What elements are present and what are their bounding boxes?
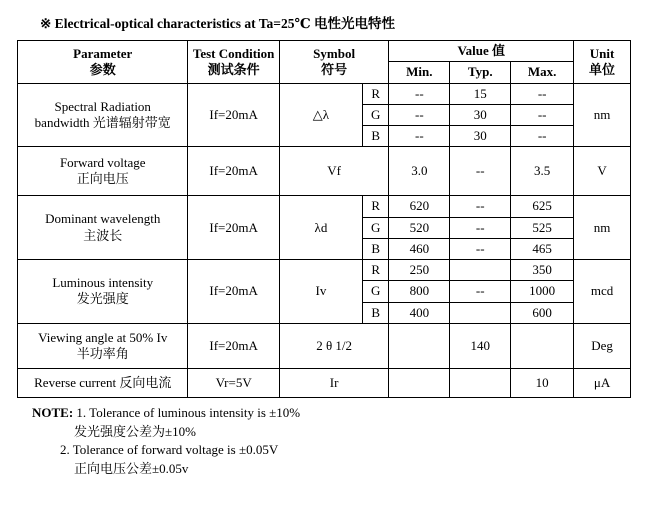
row-max: -- <box>511 126 574 147</box>
row-symbol: △λ <box>279 83 362 147</box>
table-row <box>18 196 631 217</box>
row-typ: 30 <box>450 104 511 125</box>
electrical-optical-characteristics-table <box>17 40 631 398</box>
header-max: Max. <box>511 62 574 83</box>
row-symbol: λd <box>279 196 362 260</box>
row-condition: If=20mA <box>188 260 279 324</box>
row-parameter <box>18 323 188 368</box>
row-typ <box>450 368 511 397</box>
row-typ: 15 <box>450 83 511 104</box>
note-item-1: 1. Tolerance of luminous intensity is ±10% <box>76 404 301 420</box>
row-max: 600 <box>511 302 574 323</box>
row-parameter-cn: 半功率角 <box>76 345 129 361</box>
row-max <box>511 323 574 368</box>
row-parameter-cn: bandwidth 光谱辐射带宽 <box>34 114 171 130</box>
row-unit: mcd <box>574 260 631 324</box>
row-color-code: R <box>363 83 389 104</box>
table-row <box>18 83 631 104</box>
row-parameter <box>18 147 188 196</box>
note-line-3 <box>32 441 634 460</box>
row-unit: nm <box>574 83 631 147</box>
row-color-code: B <box>363 126 389 147</box>
row-parameter <box>18 196 188 260</box>
table-row <box>18 260 631 281</box>
row-symbol: Ir <box>279 368 389 397</box>
row-max: 1000 <box>511 281 574 302</box>
header-parameter-cn: 参数 <box>89 61 116 77</box>
row-typ: -- <box>450 281 511 302</box>
row-parameter-en: Viewing angle at 50% Iv <box>38 329 168 345</box>
row-max: 625 <box>511 196 574 217</box>
row-min: -- <box>389 126 450 147</box>
row-max: 350 <box>511 260 574 281</box>
row-color-code: G <box>363 217 389 238</box>
row-parameter-en: Luminous intensity <box>52 275 154 291</box>
row-condition: Vr=5V <box>188 368 279 397</box>
row-parameter-en: Forward voltage <box>59 155 146 170</box>
row-parameter-en: Spectral Radiation <box>54 98 151 114</box>
page-title: ※ Electrical-optical characteristics at Ta=25℃ 电性光电特性 <box>40 16 395 31</box>
header-typ: Typ. <box>450 62 511 83</box>
row-min: 520 <box>389 217 450 238</box>
row-parameter <box>18 260 188 324</box>
row-unit: μA <box>574 368 631 397</box>
row-min: 400 <box>389 302 450 323</box>
row-color-code: G <box>363 281 389 302</box>
table-row <box>18 368 631 397</box>
header-unit-en: Unit <box>589 45 615 61</box>
header-test-condition-en: Test Condition <box>192 45 275 61</box>
table-row <box>18 147 631 196</box>
row-unit: nm <box>574 196 631 260</box>
header-test-condition <box>188 41 279 84</box>
notes-label: NOTE: <box>32 404 74 420</box>
row-parameter-cn: 正向电压 <box>76 171 129 187</box>
row-min: 460 <box>389 238 450 259</box>
row-color-code: R <box>363 196 389 217</box>
row-parameter-en: Dominant wavelength <box>45 211 161 227</box>
row-parameter-cn: 发光强度 <box>76 291 129 307</box>
row-typ: -- <box>450 196 511 217</box>
row-typ: -- <box>450 238 511 259</box>
row-typ: -- <box>450 147 511 196</box>
row-symbol: Vf <box>279 147 389 196</box>
row-min: 620 <box>389 196 450 217</box>
row-color-code: R <box>363 260 389 281</box>
header-value-group: Value 值 <box>389 41 574 62</box>
note-item-4: 正向电压公差±0.05v <box>74 461 189 477</box>
row-min <box>389 368 450 397</box>
header-unit-cn: 单位 <box>589 61 616 77</box>
row-max: 465 <box>511 238 574 259</box>
row-max: -- <box>511 83 574 104</box>
row-typ <box>450 260 511 281</box>
header-symbol <box>279 41 389 84</box>
row-typ <box>450 302 511 323</box>
header-parameter <box>18 41 188 84</box>
header-test-condition-cn: 测试条件 <box>207 61 260 77</box>
row-min: 800 <box>389 281 450 302</box>
row-typ: -- <box>450 217 511 238</box>
notes-block <box>32 404 634 479</box>
row-color-code: G <box>363 104 389 125</box>
row-min: 3.0 <box>389 147 450 196</box>
note-line-1 <box>32 404 634 423</box>
row-symbol: Iv <box>279 260 362 324</box>
header-unit <box>574 41 631 84</box>
row-max: 3.5 <box>511 147 574 196</box>
header-symbol-en: Symbol <box>313 45 356 61</box>
row-parameter-cn: 主波长 <box>83 227 123 243</box>
header-min: Min. <box>389 62 450 83</box>
row-condition: If=20mA <box>188 323 279 368</box>
row-condition: If=20mA <box>188 196 279 260</box>
row-max: 10 <box>511 368 574 397</box>
row-max: -- <box>511 104 574 125</box>
note-item-3: 2. Tolerance of forward voltage is ±0.05V <box>60 442 279 458</box>
row-color-code: B <box>363 302 389 323</box>
row-typ: 140 <box>450 323 511 368</box>
row-min: 250 <box>389 260 450 281</box>
row-parameter: Reverse current 反向电流 <box>18 368 188 397</box>
row-unit: Deg <box>574 323 631 368</box>
row-typ: 30 <box>450 126 511 147</box>
row-symbol: 2 θ 1/2 <box>279 323 389 368</box>
row-unit: V <box>574 147 631 196</box>
row-condition: If=20mA <box>188 147 279 196</box>
table-body <box>18 83 631 397</box>
table-row <box>18 323 631 368</box>
row-min: -- <box>389 104 450 125</box>
note-item-2: 发光强度公差为±10% <box>74 423 196 439</box>
note-line-2 <box>32 423 634 442</box>
row-color-code: B <box>363 238 389 259</box>
header-row-top <box>18 41 631 62</box>
header-symbol-cn: 符号 <box>321 61 348 77</box>
row-parameter <box>18 83 188 147</box>
header-parameter-en: Parameter <box>73 45 133 61</box>
row-condition: If=20mA <box>188 83 279 147</box>
row-min: -- <box>389 83 450 104</box>
table-header <box>18 41 631 84</box>
row-max: 525 <box>511 217 574 238</box>
note-line-4 <box>32 460 634 479</box>
row-min <box>389 323 450 368</box>
